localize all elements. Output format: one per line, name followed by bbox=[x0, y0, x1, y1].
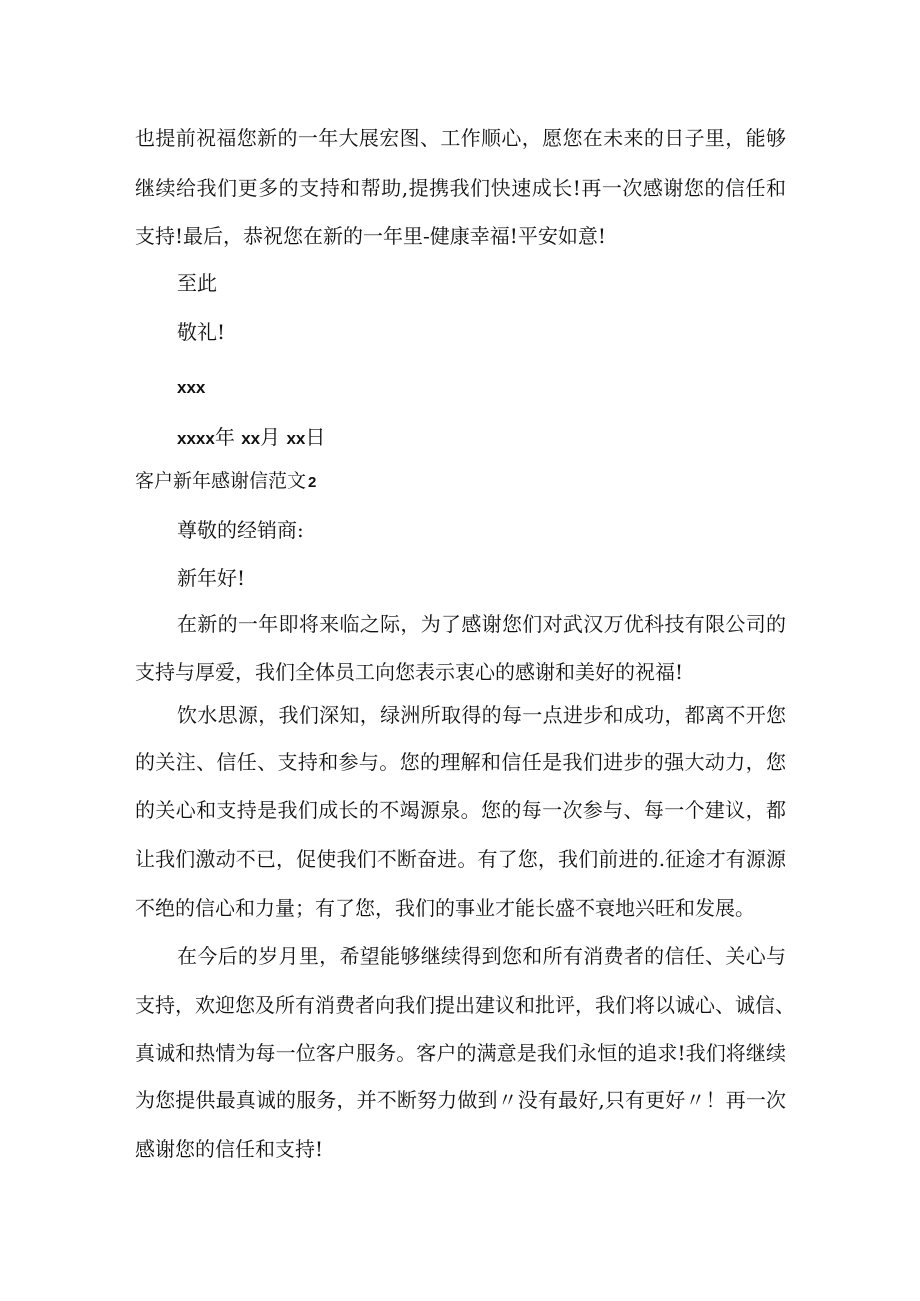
sign-off-line: 至此 bbox=[177, 271, 217, 295]
date-day-label: 日 bbox=[305, 425, 326, 449]
paragraph1-line: 在新的一年即将来临之际，为了感谢您们对武汉万优科技有限公司的 bbox=[177, 612, 786, 636]
paragraph1-line: 支持与厚爱，我们全体员工向您表示衷心的感谢和美好的祝福! bbox=[135, 660, 684, 684]
letter1-paragraph-line: 继续给我们更多的支持和帮助,提携我们快速成长!再一次感谢您的信任和 bbox=[135, 176, 786, 200]
paragraph2-line: 的关注、信任、支持和参与。您的理解和信任是我们进步的强大动力，您 bbox=[135, 750, 786, 774]
letter1-paragraph-line: 也提前祝福您新的一年大展宏图、工作顺心，愿您在未来的日子里，能够 bbox=[135, 126, 786, 150]
section-heading bbox=[135, 469, 316, 495]
paragraph3-line: 真诚和热情为每一位客户服务。客户的满意是我们永恒的追求!我们将继续 bbox=[135, 1041, 786, 1065]
date-year-label: 年 bbox=[214, 425, 235, 449]
letter1-paragraph-line: 支持!最后，恭祝您在新的一年里-健康幸福!平安如意! bbox=[135, 224, 606, 248]
date-month-placeholder: xx bbox=[241, 429, 261, 448]
letter-date bbox=[177, 425, 325, 451]
paragraph3-line: 在今后的岁月里，希望能够继续得到您和所有消费者的信任、关心与 bbox=[177, 944, 786, 968]
salutation: 尊敬的经销商: bbox=[177, 518, 304, 542]
signature: xxx bbox=[177, 378, 206, 397]
section-heading-text: 客户新年感谢信范文 bbox=[135, 470, 307, 492]
date-year-placeholder: xxxx bbox=[177, 429, 215, 448]
greeting: 新年好! bbox=[177, 566, 246, 590]
date-day-placeholder: xx bbox=[286, 429, 306, 448]
paragraph2-line: 让我们激动不已，促使我们不断奋进。有了您，我们前进的.征途才有源源 bbox=[135, 847, 786, 871]
date-month-label: 月 bbox=[260, 425, 281, 449]
paragraph2-line: 饮水思源，我们深知，绿洲所取得的每一点进步和成功，都离不开您 bbox=[177, 703, 786, 727]
paragraph2-line: 不绝的信心和力量；有了您，我们的事业才能长盛不衰地兴旺和发展。 bbox=[135, 896, 755, 920]
paragraph3-line: 支持，欢迎您及所有消费者向我们提出建议和批评，我们将以诚心、诚信、 bbox=[135, 993, 795, 1017]
paragraph3-line: 感谢您的信任和支持! bbox=[135, 1137, 324, 1161]
paragraph3-line: 为您提供最真诚的服务，并不断努力做到〃没有最好,只有更好〃！再一次 bbox=[135, 1088, 786, 1112]
sign-off-line: 敬礼! bbox=[177, 320, 226, 344]
section-heading-number: 2 bbox=[308, 474, 317, 491]
paragraph2-line: 的关心和支持是我们成长的不竭源泉。您的每一次参与、每一个建议，都 bbox=[135, 798, 786, 822]
